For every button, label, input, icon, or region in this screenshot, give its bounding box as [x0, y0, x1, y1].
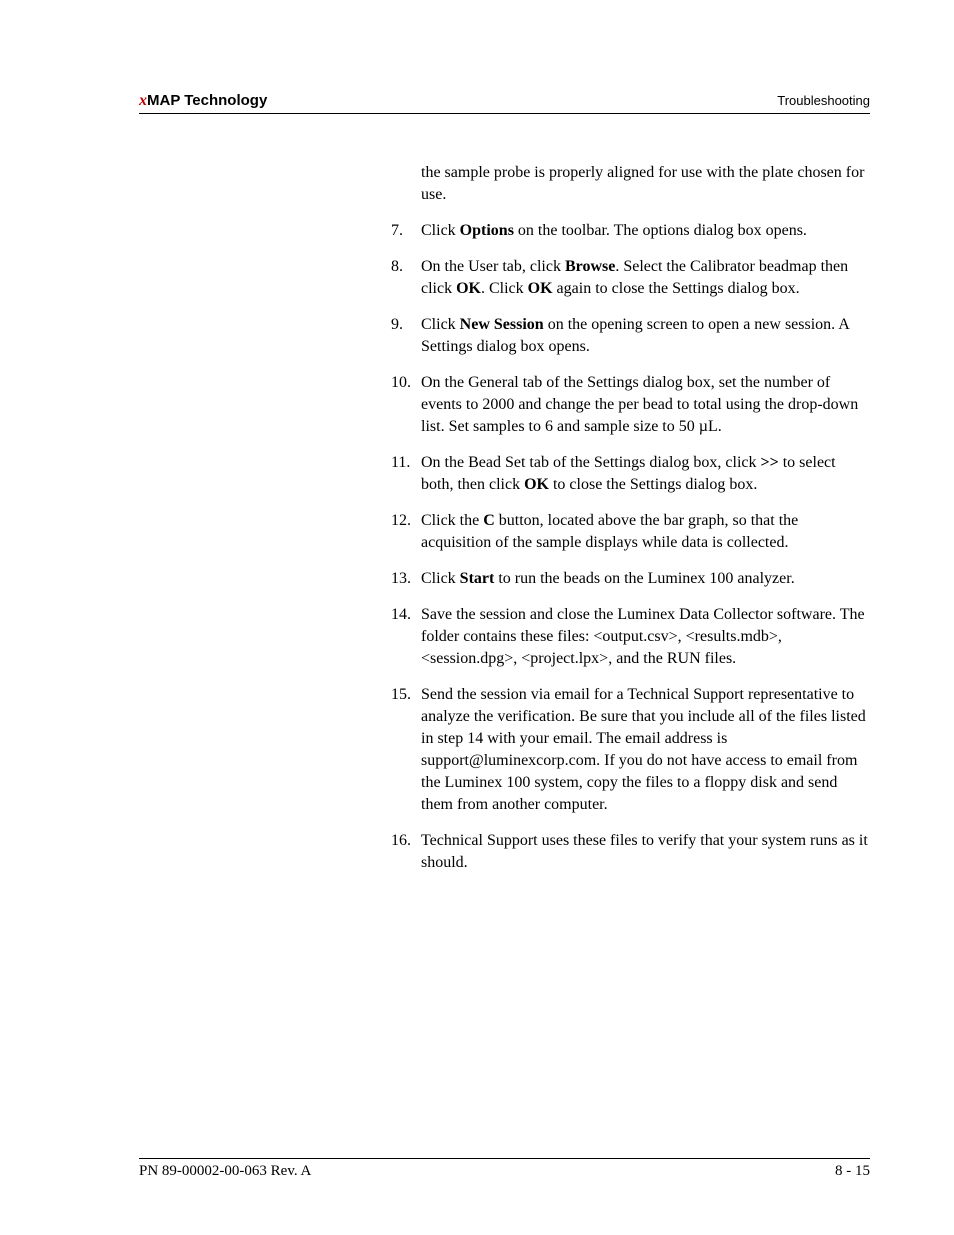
step-text-segment: Save the session and close the Luminex Data Collector software. The folder contains these files: <output.csv>, <results.mdb>, <session.dpg>, <project.lpx>, and the RUN files. — [421, 606, 865, 667]
step-number: 12. — [391, 512, 411, 529]
step-item — [391, 604, 871, 670]
body-content — [391, 162, 871, 888]
step-text-segment: to close the Settings dialog box. — [548, 476, 758, 493]
step-text-segment: Send the session via email for a Technical Support representative to analyze the verification. Be sure that you include all of the files listed in step 14 with your email. The email address is support@luminexcorp.com. If you do not have access to email from the Luminex 100 system, copy the files to a floppy disk and send them from another computer. — [421, 686, 866, 813]
step-item — [391, 452, 871, 496]
step-text-bold: Start — [459, 570, 495, 587]
step-number: 9. — [391, 316, 403, 333]
step-text-segment: Click — [421, 316, 460, 333]
step-text — [421, 570, 795, 587]
step-number: 13. — [391, 570, 411, 587]
step-text-segment: to run the beads on the Luminex 100 analyzer. — [494, 570, 795, 587]
page-number: 8 - 15 — [835, 1163, 870, 1179]
step-text-bold: >> — [760, 454, 779, 471]
step-number: 16. — [391, 832, 411, 849]
step-number: 7. — [391, 222, 403, 239]
step-text — [421, 606, 865, 667]
step-text-segment: On the Bead Set tab of the Settings dialog box, click — [421, 454, 761, 471]
step-text-bold: Options — [459, 222, 514, 239]
step-item — [391, 314, 871, 358]
step-number: 15. — [391, 686, 411, 703]
step-item — [391, 510, 871, 554]
page-footer — [139, 1158, 870, 1179]
step-text-bold: C — [483, 512, 495, 529]
step-item — [391, 256, 871, 300]
step-text-segment: On the User tab, click — [421, 258, 565, 275]
brand-x: x — [139, 92, 147, 109]
step-item — [391, 372, 871, 438]
step-item — [391, 684, 871, 816]
step-number: 11. — [391, 454, 411, 471]
step-text-bold: New Session — [459, 316, 544, 333]
step-text-segment: . Click — [480, 280, 528, 297]
step-text — [421, 832, 868, 871]
step-text — [421, 374, 858, 435]
step-text-segment: Click — [421, 222, 460, 239]
section-title: Troubleshooting — [777, 93, 870, 108]
step-text-segment: On the General tab of the Settings dialog box, set the number of events to 2000 and change the per bead to total using the drop-down list. Set samples to 6 and sample size to 50 µL. — [421, 374, 859, 435]
step-text-segment: Click — [421, 570, 460, 587]
step-text-bold: OK — [456, 280, 481, 297]
step-text — [421, 258, 848, 297]
step-text-bold: OK — [527, 280, 553, 297]
page-header — [139, 90, 870, 114]
step-text-segment: again to close the Settings dialog box. — [552, 280, 800, 297]
step-text-bold: Browse — [564, 258, 616, 275]
step-text — [421, 316, 849, 355]
step-text — [421, 222, 807, 239]
step-text-segment: button, located above the bar graph, so that the acquisition of the sample displays while data is collected. — [421, 512, 799, 551]
step-item — [391, 830, 871, 874]
step-number: 14. — [391, 606, 411, 623]
step-text-segment: to select both, then click — [421, 454, 836, 493]
step-text — [421, 686, 866, 813]
steps-list — [391, 220, 871, 874]
step-text — [421, 454, 836, 493]
step-text — [421, 512, 798, 551]
step-text-segment: . Select the Calibrator beadmap then click — [421, 258, 849, 297]
step-text-segment: Technical Support uses these files to verify that your system runs as it should. — [421, 832, 868, 871]
brand-title — [139, 92, 267, 110]
step-item — [391, 568, 871, 590]
step-text-segment: on the opening screen to open a new session. A Settings dialog box opens. — [421, 316, 849, 355]
step-text-segment: Click the — [421, 512, 484, 529]
step-number: 10. — [391, 374, 411, 391]
part-number: PN 89-00002-00-063 Rev. A — [139, 1163, 312, 1179]
brand-rest: MAP Technology — [147, 92, 268, 109]
continuation-text: the sample probe is properly aligned for use with the plate chosen for use. — [421, 164, 865, 203]
step-number: 8. — [391, 258, 403, 275]
step-text-segment: on the toolbar. The options dialog box opens. — [513, 222, 807, 239]
step-text-bold: OK — [524, 476, 549, 493]
step-item — [391, 220, 871, 242]
